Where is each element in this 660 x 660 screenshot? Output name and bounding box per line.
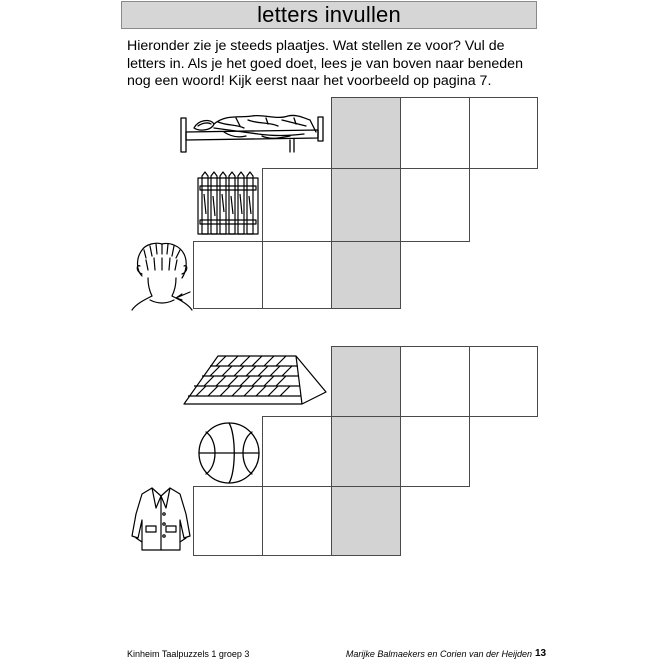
letter-cell[interactable] bbox=[400, 97, 470, 169]
letter-cell[interactable] bbox=[262, 486, 332, 556]
letter-cell[interactable] bbox=[331, 97, 401, 169]
letter-cell[interactable] bbox=[331, 168, 401, 242]
letter-cell[interactable] bbox=[469, 97, 538, 169]
letter-cell[interactable] bbox=[331, 346, 401, 417]
instruction-line: nog een woord! Kijk eerst naar het voorbeeld op pagina 7. bbox=[127, 73, 492, 89]
letter-cell[interactable] bbox=[400, 346, 470, 417]
letter-cell[interactable] bbox=[331, 241, 401, 309]
letter-cell[interactable] bbox=[400, 168, 470, 242]
letter-cell[interactable] bbox=[262, 416, 332, 487]
letter-cell[interactable] bbox=[331, 416, 401, 487]
letter-cell[interactable] bbox=[262, 168, 332, 242]
letter-cell[interactable] bbox=[469, 346, 538, 417]
ball-icon bbox=[196, 420, 262, 486]
instruction-line: letters in. Als je het goed doet, lees je van boven naar beneden bbox=[127, 55, 523, 72]
footer-authors: Marijke Balmaekers en Corien van der Heijden bbox=[345, 649, 532, 659]
letter-cell[interactable] bbox=[331, 486, 401, 556]
page-number: 13 bbox=[535, 648, 547, 659]
neck-icon bbox=[130, 240, 194, 312]
letter-cell[interactable] bbox=[193, 486, 263, 556]
page-title: letters invullen bbox=[121, 1, 537, 29]
bed-icon bbox=[178, 108, 328, 156]
roof-icon bbox=[180, 352, 328, 408]
instruction-line: Hieronder zie je steeds plaatjes. Wat stellen ze voor? Vul de bbox=[127, 38, 505, 54]
letter-cell[interactable] bbox=[193, 241, 263, 309]
letter-cell[interactable] bbox=[400, 416, 470, 487]
fence-icon bbox=[196, 168, 262, 238]
footer-publisher: Kinheim Taalpuzzels 1 groep 3 bbox=[127, 649, 250, 659]
letter-cell[interactable] bbox=[262, 241, 332, 309]
coat-icon bbox=[128, 484, 194, 556]
instructions bbox=[127, 38, 537, 91]
